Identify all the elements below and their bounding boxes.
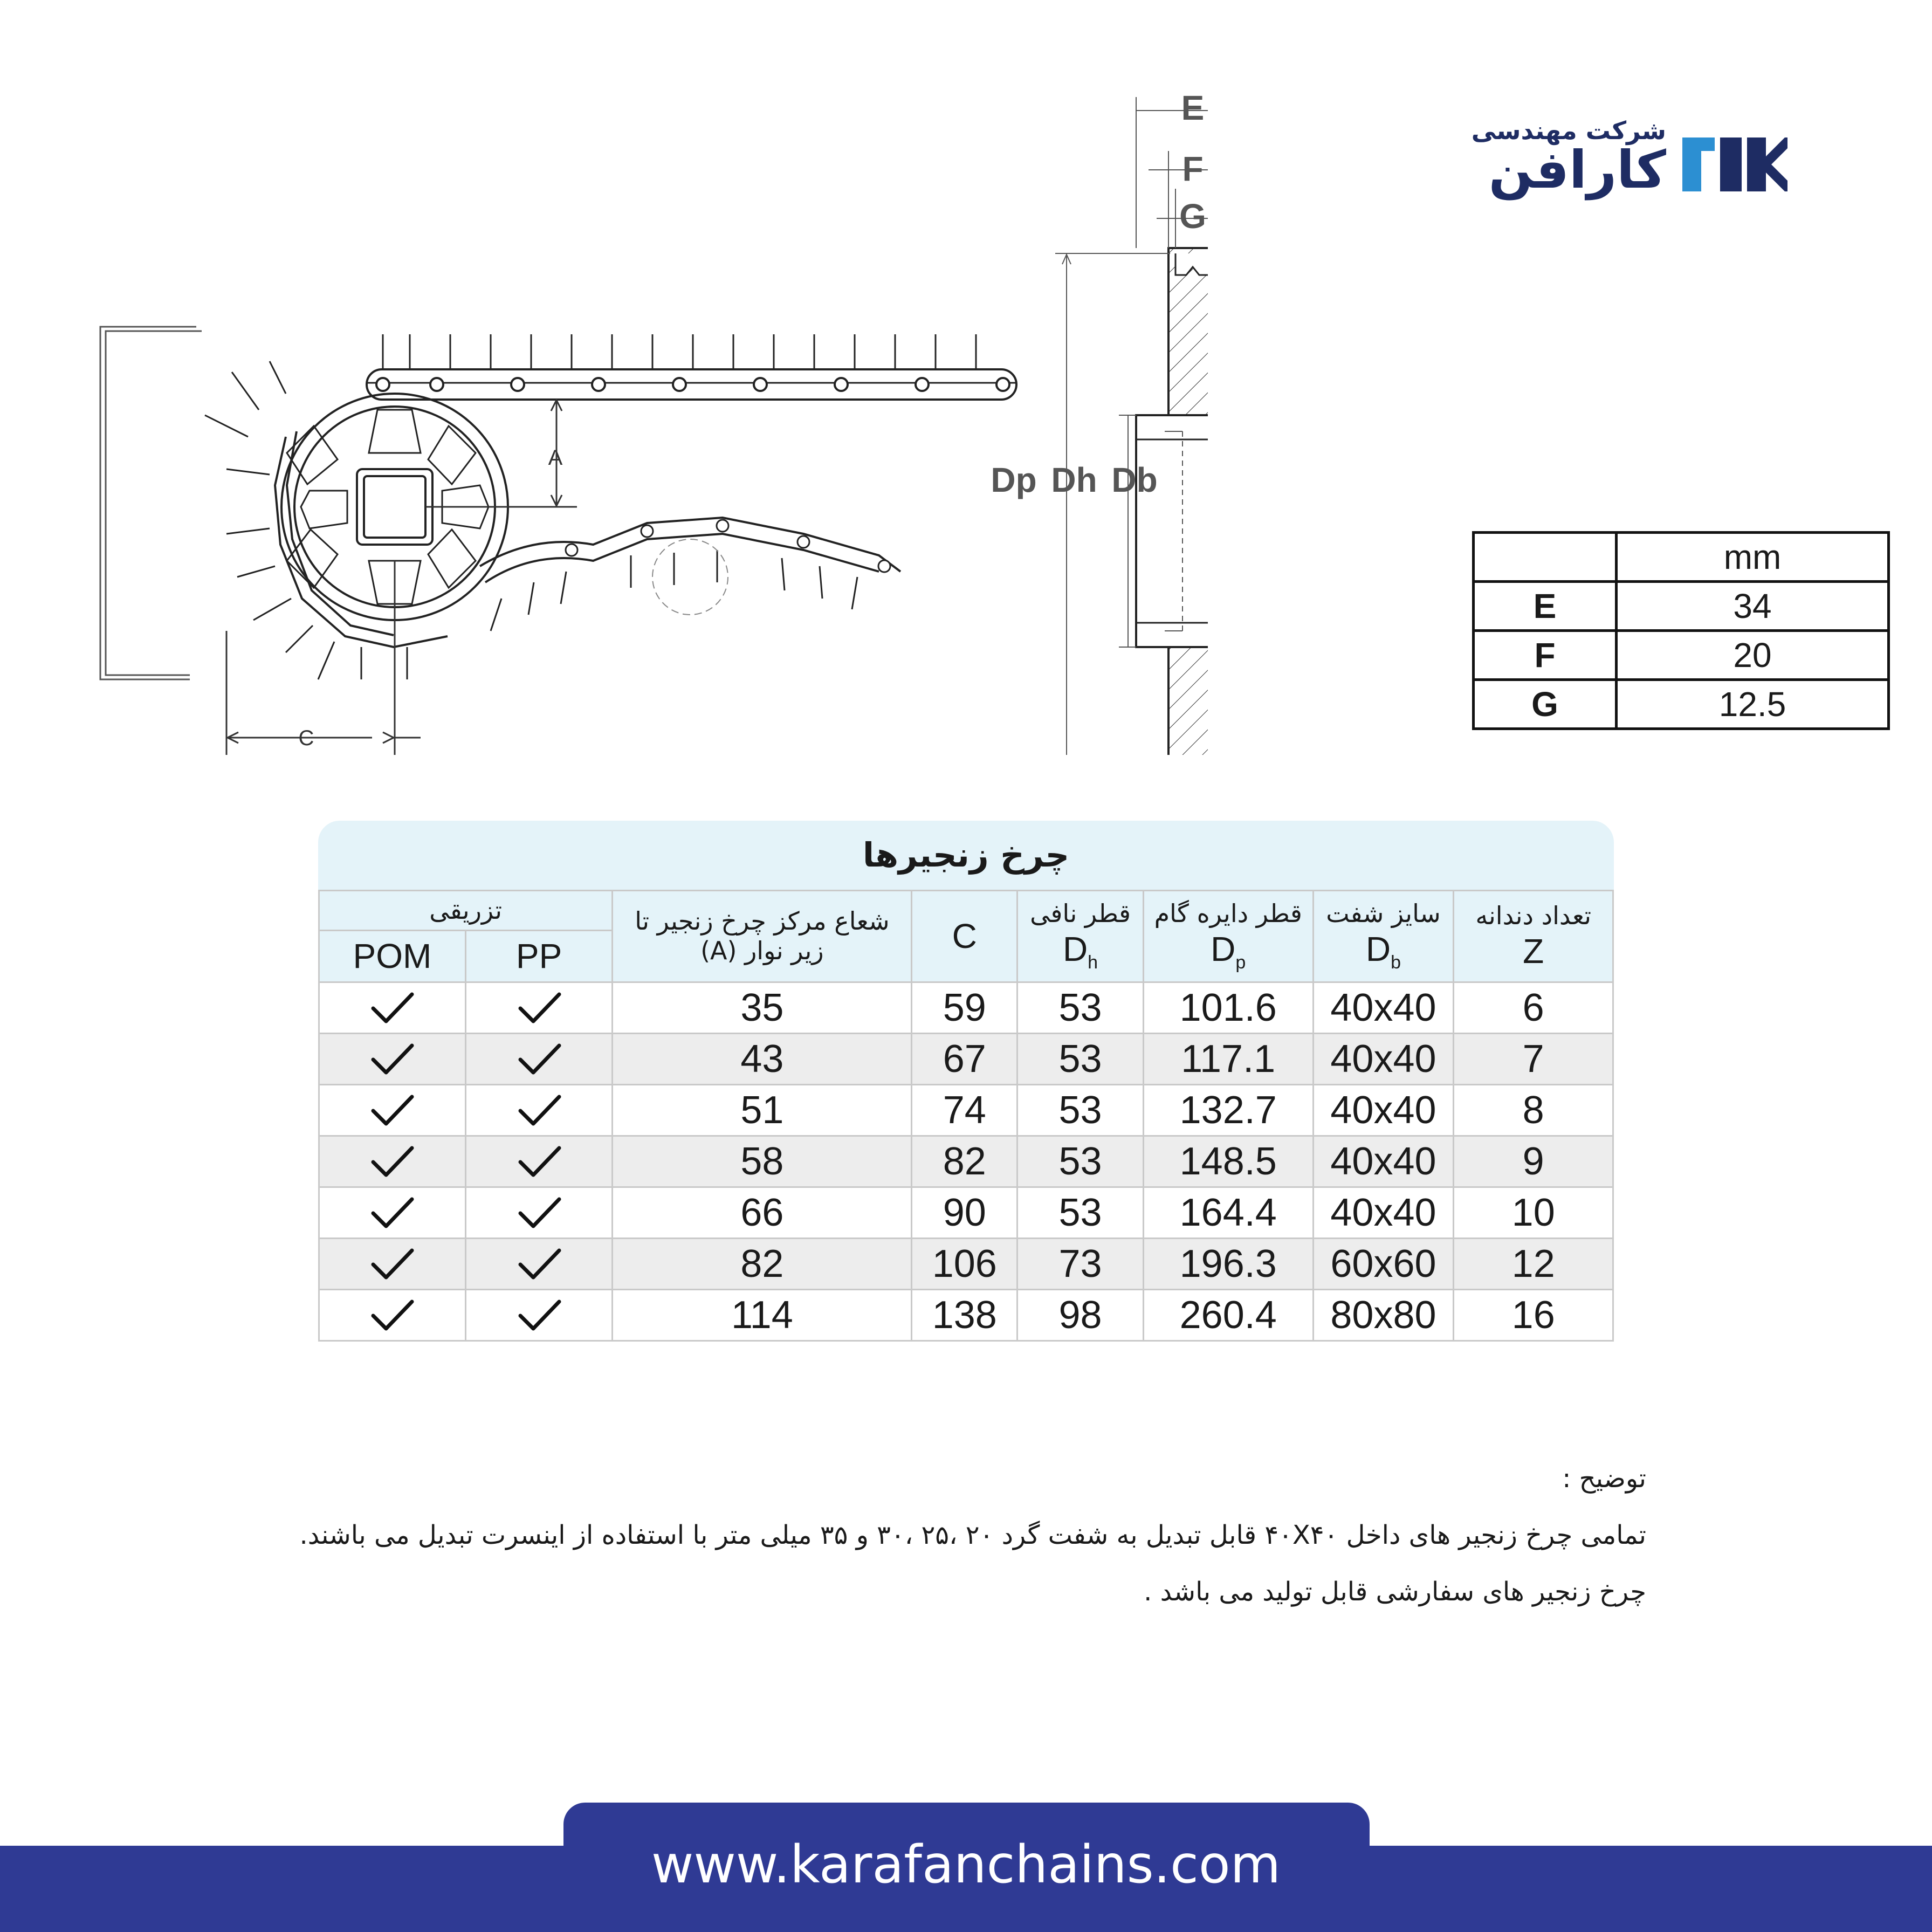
dim-label: G — [1474, 680, 1617, 729]
cell-radius: 51 — [613, 1084, 912, 1136]
cell-teeth: 10 — [1454, 1187, 1613, 1238]
cell-teeth: 7 — [1454, 1033, 1613, 1084]
notes-section — [244, 1450, 1646, 1620]
dimension-f-label: F — [1182, 149, 1204, 188]
dimension-table — [1472, 531, 1890, 730]
cell-hub: 53 — [1017, 1033, 1144, 1084]
dim-value: 12.5 — [1617, 680, 1889, 729]
cell-c: 74 — [912, 1084, 1017, 1136]
checkmark-icon — [465, 1033, 613, 1084]
cell-c: 106 — [912, 1238, 1017, 1289]
checkmark-icon — [465, 1238, 613, 1289]
dimension-a-label: A — [548, 446, 563, 470]
cell-teeth: 12 — [1454, 1238, 1613, 1289]
cell-shaft: 40x40 — [1313, 1033, 1454, 1084]
notes-line: چرخ زنجیر های سفارشی قابل تولید می باشد . — [1144, 1577, 1646, 1607]
checkmark-icon — [319, 982, 466, 1033]
table-row — [319, 1033, 1613, 1084]
cell-teeth: 8 — [1454, 1084, 1613, 1136]
checkmark-icon — [319, 1289, 466, 1340]
checkmark-icon — [319, 1084, 466, 1136]
checkmark-icon — [465, 1289, 613, 1340]
checkmark-icon — [319, 1238, 466, 1289]
dimension-db-label: Db — [1111, 460, 1158, 499]
cell-pitch: 260.4 — [1143, 1289, 1313, 1340]
sprocket-side-view — [1136, 248, 1208, 755]
cell-c: 59 — [912, 982, 1017, 1033]
cell-radius: 43 — [613, 1033, 912, 1084]
cell-shaft: 60x60 — [1313, 1238, 1454, 1289]
dim-row — [1474, 631, 1889, 680]
spec-title: چرخ زنجیرها — [318, 821, 1614, 891]
checkmark-icon — [465, 1084, 613, 1136]
cell-c: 67 — [912, 1033, 1017, 1084]
dim-label: E — [1474, 582, 1617, 631]
cell-shaft: 80x80 — [1313, 1289, 1454, 1340]
cell-hub: 53 — [1017, 1084, 1144, 1136]
header-hub: قطر نافی $D_h$ — [1017, 891, 1144, 982]
table-row — [319, 1238, 1613, 1289]
cell-hub: 53 — [1017, 1187, 1144, 1238]
cell-hub: 53 — [1017, 1136, 1144, 1187]
checkmark-icon — [465, 1187, 613, 1238]
checkmark-icon — [465, 1136, 613, 1187]
header-teeth: تعداد دندانه Z — [1454, 891, 1613, 982]
cell-pitch: 101.6 — [1143, 982, 1313, 1033]
logo-mark-icon — [1677, 127, 1790, 202]
dimension-c — [226, 561, 421, 755]
cell-shaft: 40x40 — [1313, 982, 1454, 1033]
checkmark-icon — [465, 982, 613, 1033]
dim-table-header — [1474, 533, 1889, 582]
company-logo — [1456, 116, 1790, 208]
cell-teeth: 6 — [1454, 982, 1613, 1033]
footer — [0, 1803, 1932, 1932]
spec-header-row — [319, 891, 1613, 931]
cell-radius: 58 — [613, 1136, 912, 1187]
sprocket-spec-table — [318, 821, 1614, 1342]
checkmark-icon — [319, 1187, 466, 1238]
notes-line: تمامی چرخ زنجیر های داخل ۴۰X۴۰ قابل تبدیل به شفت گرد ۲۰ ،۲۵ ،۳۰ و ۳۵ میلی متر با استفاده از اینسرت تبدیل می باشند. — [299, 1520, 1646, 1550]
cell-c: 82 — [912, 1136, 1017, 1187]
checkmark-icon — [319, 1136, 466, 1187]
dimension-dh-label: Dh — [1051, 460, 1097, 499]
dimension-dp-label: Dp — [991, 460, 1037, 499]
cell-radius: 82 — [613, 1238, 912, 1289]
cell-pitch: 196.3 — [1143, 1238, 1313, 1289]
cell-pitch: 148.5 — [1143, 1136, 1313, 1187]
dim-value: 20 — [1617, 631, 1889, 680]
sprocket-technical-drawing — [92, 81, 1208, 755]
cell-hub: 73 — [1017, 1238, 1144, 1289]
header-c: C — [912, 891, 1017, 982]
cell-teeth: 16 — [1454, 1289, 1613, 1340]
cell-c: 138 — [912, 1289, 1017, 1340]
cell-c: 90 — [912, 1187, 1017, 1238]
cell-radius: 35 — [613, 982, 912, 1033]
cell-teeth: 9 — [1454, 1136, 1613, 1187]
cell-pitch: 132.7 — [1143, 1084, 1313, 1136]
chain-return-links — [480, 518, 900, 631]
website-link[interactable]: www.karafanchains.com — [651, 1834, 1281, 1895]
dim-value: 34 — [1617, 582, 1889, 631]
cell-shaft: 40x40 — [1313, 1136, 1454, 1187]
checkmark-icon — [319, 1033, 466, 1084]
header-pitch: قطر دایره گام $D_p$ — [1143, 891, 1313, 982]
logo-tagline: شرکت مهندسی — [1471, 116, 1666, 145]
dim-row — [1474, 582, 1889, 631]
cell-pitch: 164.4 — [1143, 1187, 1313, 1238]
header-shaft: سایز شفت $D_b$ — [1313, 891, 1454, 982]
dimension-e-label: E — [1181, 88, 1205, 127]
dimension-c-label: C — [298, 726, 314, 750]
cell-shaft: 40x40 — [1313, 1187, 1454, 1238]
header-injection: تزریقی — [319, 891, 613, 931]
logo-wordmark: کارافن — [1488, 140, 1666, 200]
table-row — [319, 1084, 1613, 1136]
cell-shaft: 40x40 — [1313, 1084, 1454, 1136]
cell-hub: 53 — [1017, 982, 1144, 1033]
cell-hub: 98 — [1017, 1289, 1144, 1340]
table-row — [319, 982, 1613, 1033]
header-radius: شعاع مرکز چرخ زنجیر تا زیر نوار (A) — [613, 891, 912, 982]
dim-row — [1474, 680, 1889, 729]
table-row — [319, 1289, 1613, 1340]
header-pp: PP — [465, 931, 613, 982]
notes-heading: توضیح : — [1562, 1463, 1646, 1494]
cell-radius: 66 — [613, 1187, 912, 1238]
dim-label: F — [1474, 631, 1617, 680]
dimension-g-label: G — [1179, 197, 1206, 236]
table-row — [319, 1187, 1613, 1238]
table-row — [319, 1136, 1613, 1187]
chain-top-links — [367, 334, 1016, 400]
cell-radius: 114 — [613, 1289, 912, 1340]
dim-unit: mm — [1617, 533, 1889, 582]
cell-pitch: 117.1 — [1143, 1033, 1313, 1084]
header-pom: POM — [319, 931, 466, 982]
